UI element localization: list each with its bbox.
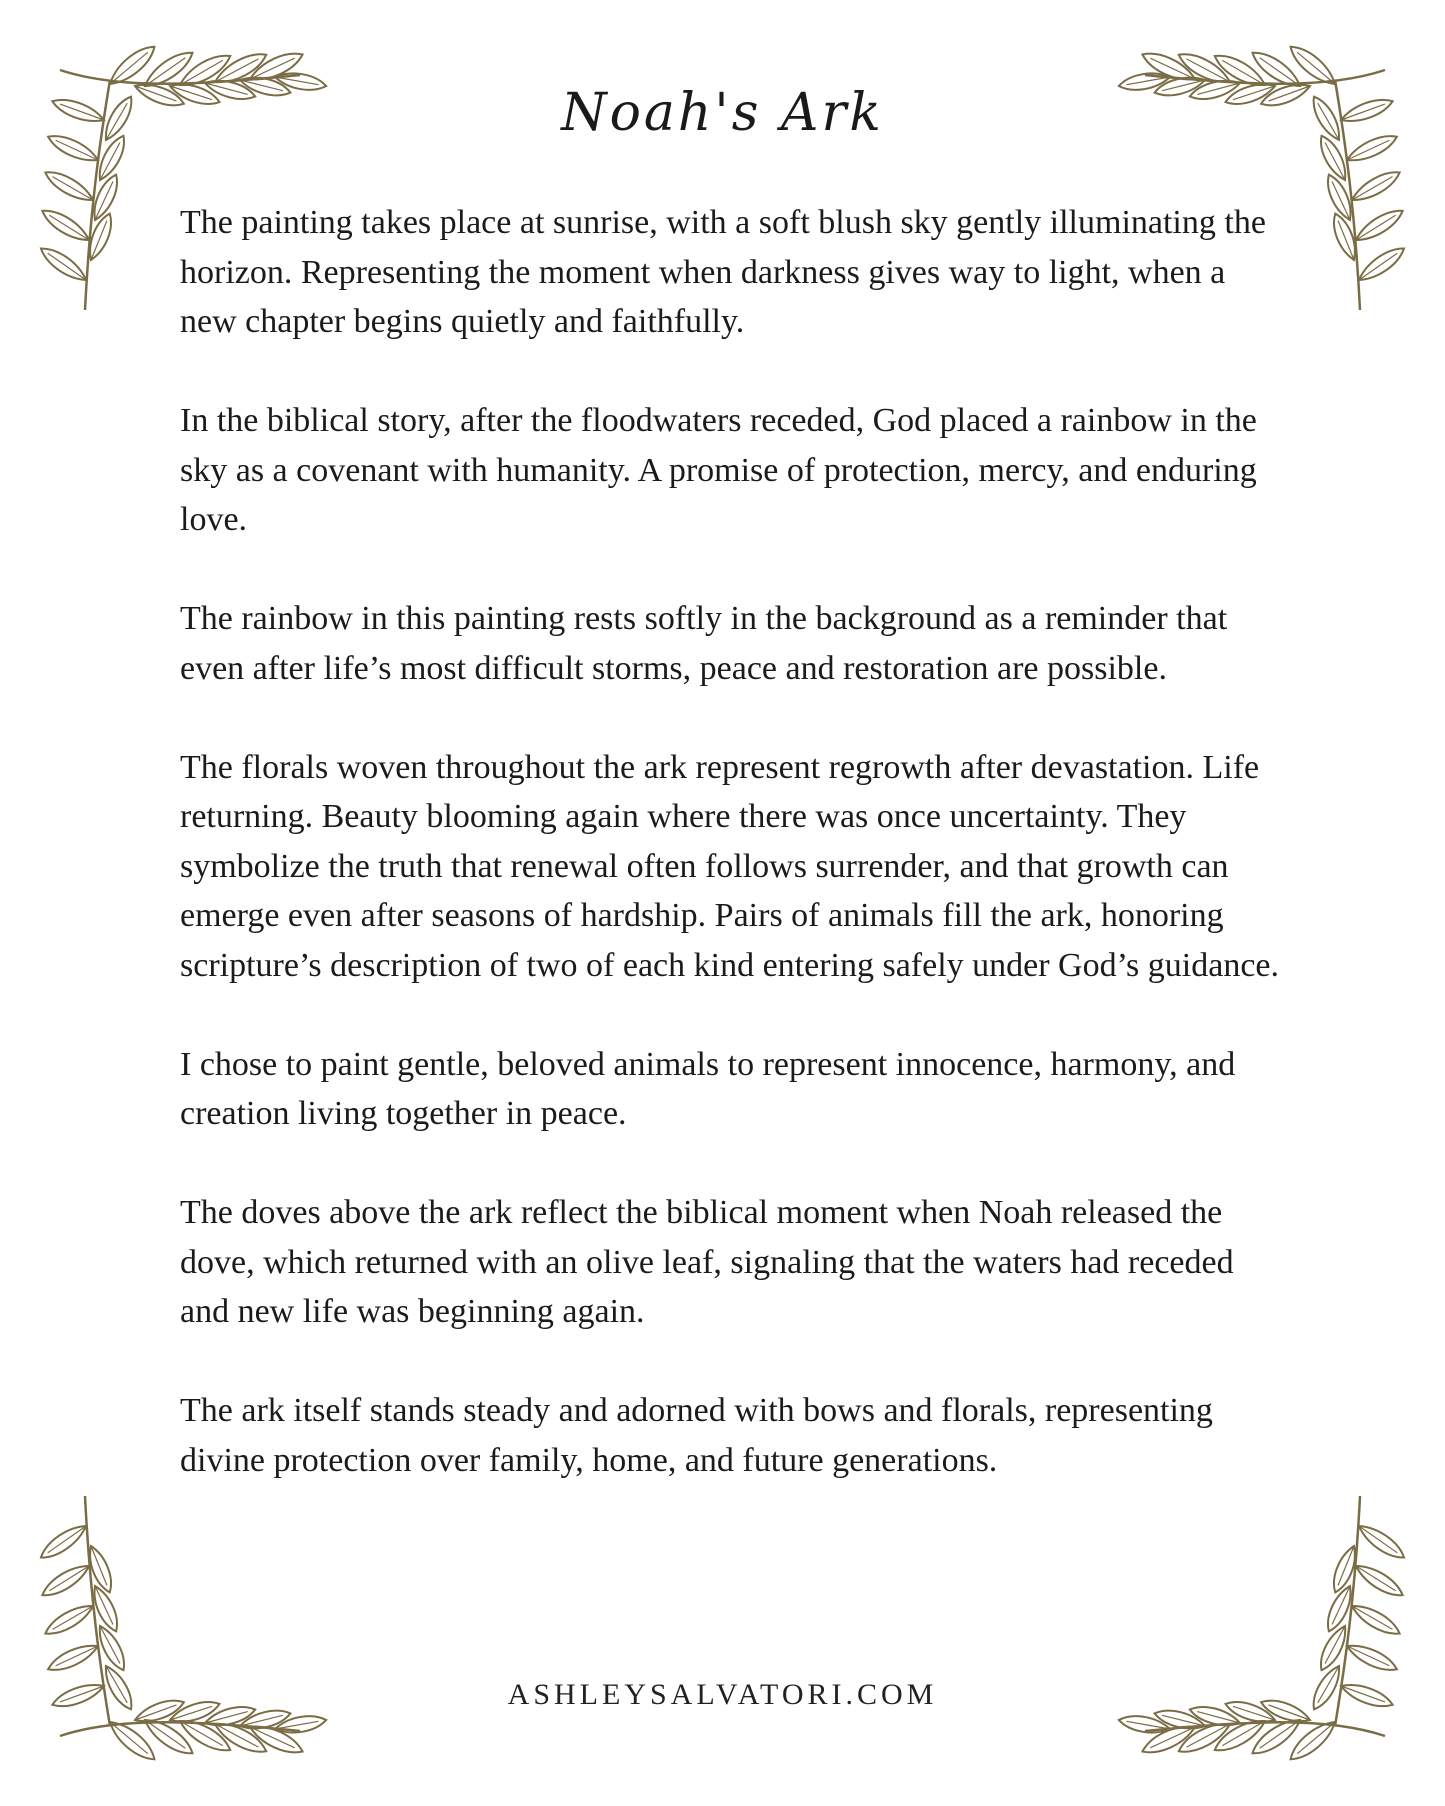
paragraph: The painting takes place at sunrise, with a soft blush sky gently illuminating the horizon. Representing the moment when darkness gives way to light, when a new chapter begins quietly and faithfully.	[180, 204, 1266, 340]
paragraph: The florals woven throughout the ark represent regrowth after devastation. Life returning. Beauty blooming again where there was once uncertainty. They symbolize the truth that renewal often follows surrender, and that growth can emerge even after seasons of hardship. Pairs of animals fill the ark, honoring scripture’s description of two of each kind entering safely under God’s guidance.	[180, 748, 1280, 984]
website-footer: ASHLEYSALVATORI.COM	[507, 1678, 938, 1711]
olive-branch-icon-bottom-left	[40, 1466, 340, 1766]
paragraph: I chose to paint gentle, beloved animals to represent innocence, harmony, and creation living together in peace.	[180, 1045, 1236, 1132]
paragraph: The ark itself stands steady and adorned with bows and florals, representing divine protection over family, home, and future generations.	[180, 1392, 1213, 1479]
paragraph: The doves above the ark reflect the biblical moment when Noah released the dove, which returned with an olive leaf, signaling that the waters had receded and new life was beginning again.	[180, 1194, 1234, 1330]
paragraph: The rainbow in this painting rests softly in the background as a reminder that even after life’s most difficult storms, peace and restoration are possible.	[180, 600, 1228, 687]
olive-branch-icon-bottom-right	[1105, 1466, 1405, 1766]
paragraph: In the biblical story, after the floodwaters receded, God placed a rainbow in the sky as a covenant with humanity. A promise of protection, mercy, and enduring love.	[180, 402, 1257, 538]
page-title: Noah's Ark	[561, 83, 884, 143]
body-text	[180, 198, 1280, 1485]
